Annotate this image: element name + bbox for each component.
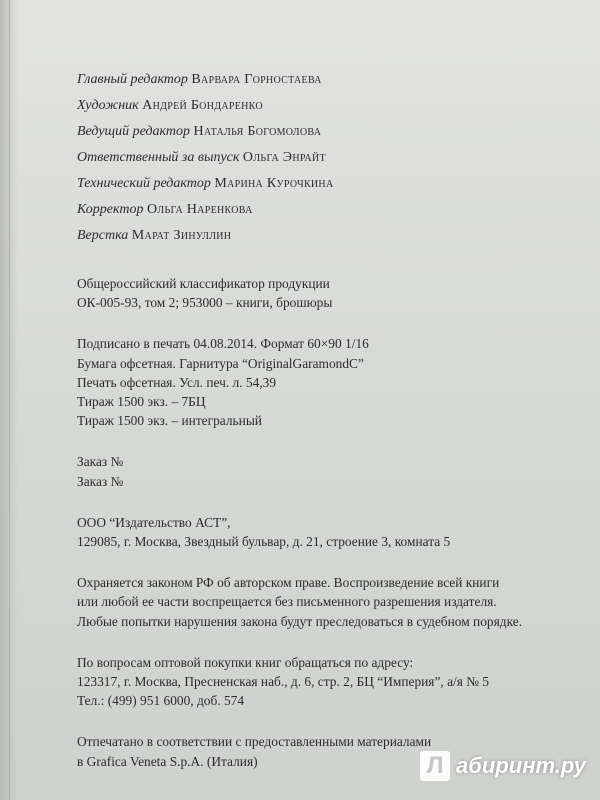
orders-block [77, 452, 577, 490]
copyright-line: или любой ее части воспрещается без письменного разрешения издателя. [77, 594, 497, 610]
credit-line [77, 148, 577, 168]
copyright-line: Любые попытки нарушения закона будут преследоваться в судебном порядке. [77, 613, 523, 629]
credit-name: Варвара Горностаева [191, 72, 322, 87]
credit-role: Главный редактор [77, 72, 188, 87]
watermark-text: абиринт.ру [456, 753, 586, 778]
print-info-block [77, 334, 577, 430]
print-info-line: Печать офсетная. Усл. печ. л. 54,39 [77, 374, 277, 390]
wholesale-block [77, 653, 577, 711]
publisher-block [77, 513, 577, 551]
classifier-line: Общероссийский классификатор продукции [77, 276, 330, 291]
credit-role: Ведущий редактор [77, 124, 191, 139]
wholesale-line: 123317, г. Москва, Пресненская наб., д. 6, стр. 2, БЦ “Империя”, а/я № 5 [77, 674, 490, 690]
printed-line: Отпечатано в соответствии с предоставленными материалами [77, 734, 432, 750]
credit-role: Корректор [77, 202, 144, 217]
credit-name: Ольга Энрайт [242, 150, 326, 165]
print-info-line: Подписано в печать 04.08.2014. Формат 60×90 1/16 [77, 336, 369, 352]
print-info-line: Бумага офсетная. Гарнитура “OriginalGaramondC” [77, 355, 364, 371]
print-info-line: Тираж 1500 экз. – 7БЦ [77, 394, 206, 410]
page-fold-line [9, 0, 10, 800]
publisher-line: ООО “Издательство АСТ”, [77, 514, 231, 530]
credit-name: Наталья Богомолова [193, 124, 322, 139]
order-line: Заказ № [77, 454, 124, 470]
classifier-line: ОК-005-93, том 2; 953000 – книги, брошюры [77, 295, 333, 311]
order-line: Заказ № [77, 473, 124, 489]
credit-name: Ольга Наренкова [146, 202, 253, 217]
wholesale-line: Тел.: (499) 951 6000, доб. 574 [77, 693, 245, 709]
printed-line: в Grafica Veneta S.p.A. (Италия) [77, 753, 258, 769]
credit-name: Марат Зинуллин [131, 228, 232, 243]
classifier-block [77, 274, 577, 312]
imprint-page [77, 70, 577, 771]
wholesale-line: По вопросам оптовой покупки книг обращаться по адресу: [77, 654, 414, 670]
credit-role: Ответственный за выпуск [77, 150, 240, 165]
credits-list [77, 70, 577, 246]
credit-line [77, 122, 577, 142]
credit-line [77, 174, 577, 194]
credit-name: Марина Курочкина [214, 176, 334, 191]
print-info-line: Тираж 1500 экз. – интегральный [77, 413, 262, 429]
copyright-block [77, 573, 577, 631]
credit-line [77, 226, 577, 246]
credit-role: Верстка [77, 228, 129, 243]
credit-line [77, 200, 577, 220]
credit-role: Художник [77, 98, 139, 113]
publisher-line: 129085, г. Москва, Звездный бульвар, д. 21, строение 3, комната 5 [77, 534, 451, 550]
labirint-logo-icon: Л [420, 751, 450, 781]
credit-line [77, 70, 577, 90]
labirint-watermark [420, 746, 586, 786]
copyright-line: Охраняется законом РФ об авторском праве. Воспроизведение всей книги [77, 575, 500, 591]
credit-role: Технический редактор [77, 176, 211, 191]
credit-line [77, 96, 577, 116]
credit-name: Андрей Бондаренко [142, 98, 263, 113]
